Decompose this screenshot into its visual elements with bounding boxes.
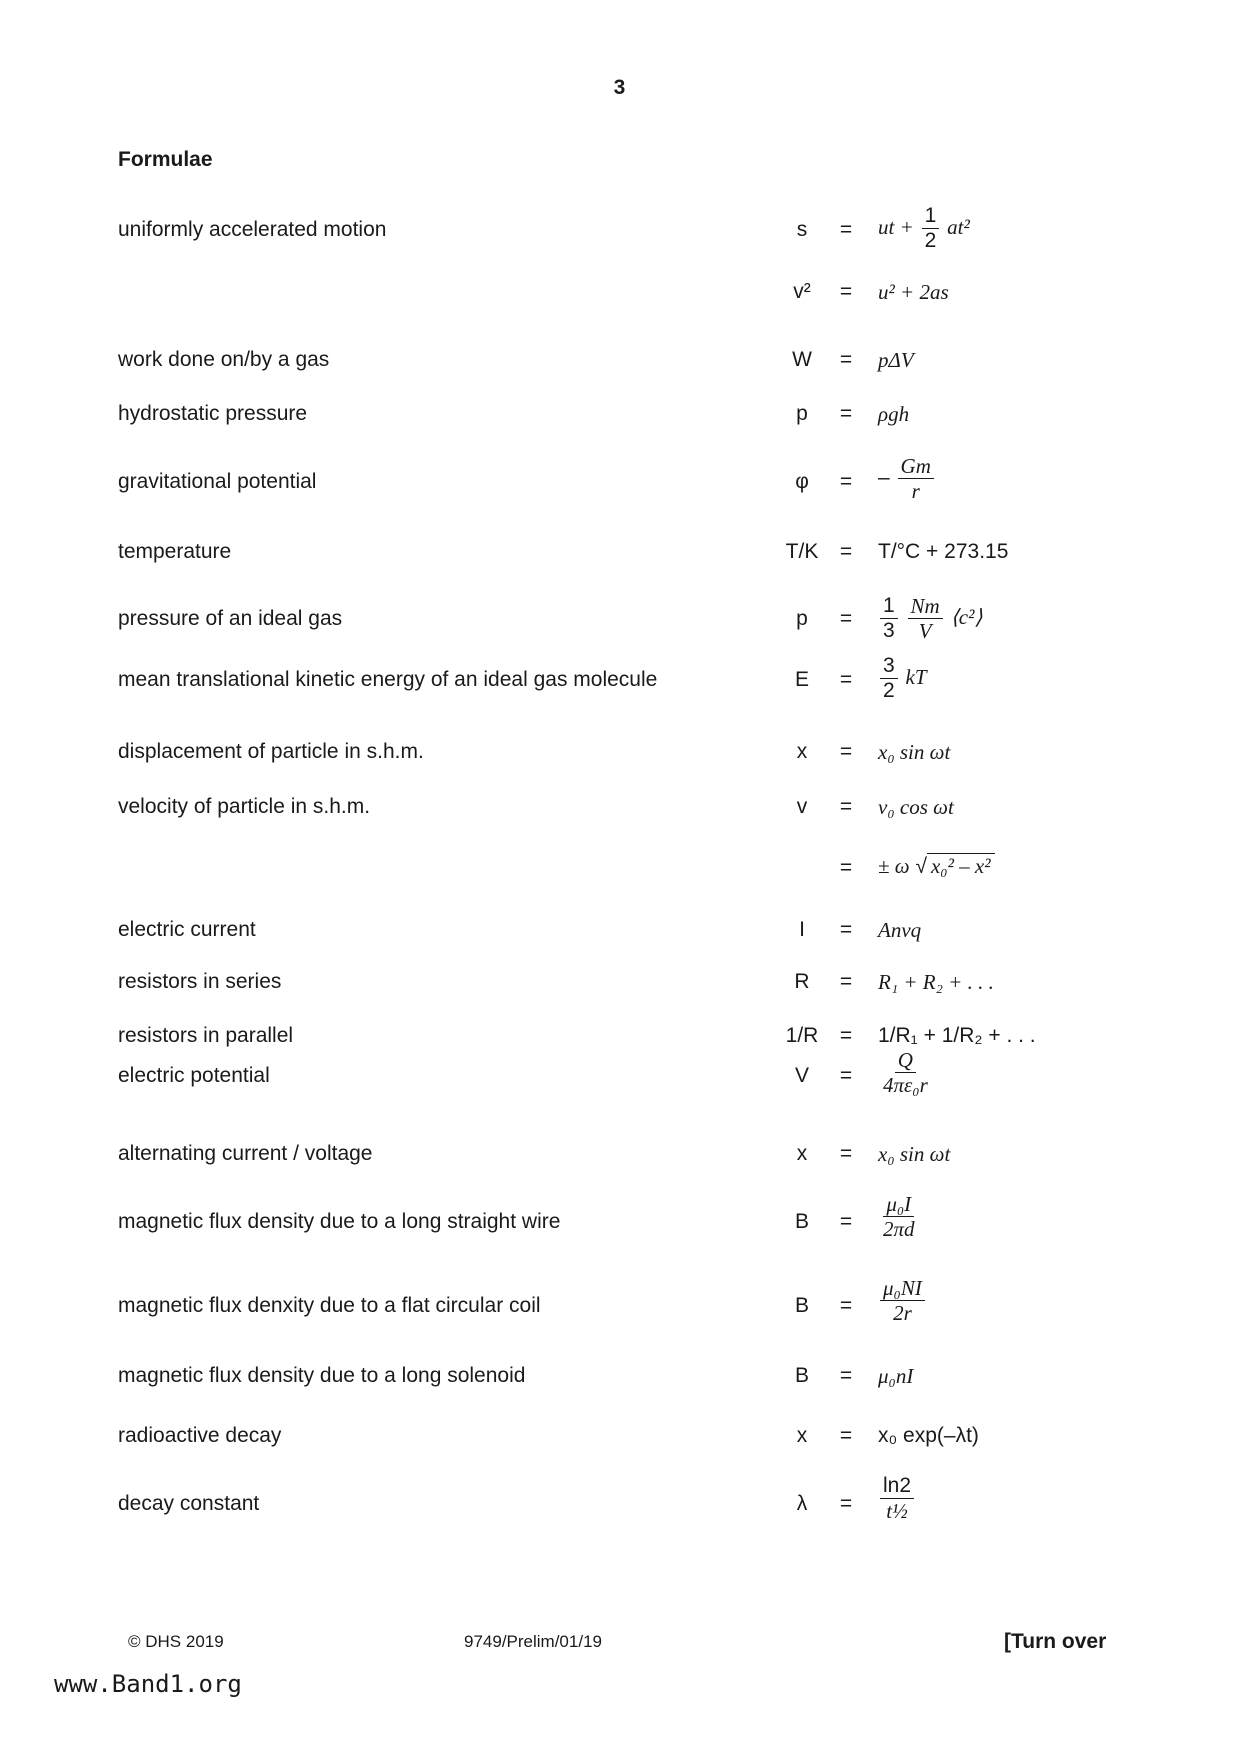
formula-expression: 1/R₁ + 1/R₂ + . . . [878,1024,1036,1047]
formula-expression: x₀ sin ωt [878,1142,951,1166]
formula-symbol: B [794,1364,809,1387]
formula-symbol: T/K [785,540,819,563]
formula-expression: v₀ cos ωt [878,795,954,819]
formula-symbol: v² [793,280,811,303]
formula-label: radioactive decay [118,1424,282,1447]
formula-label: magnetic flux denxity due to a flat circular coil [118,1294,541,1317]
formula-label: electric current [118,918,256,941]
formula-expression: ρgh [878,402,910,426]
formula-symbol: I [799,918,805,941]
formula-label: resistors in parallel [118,1024,294,1047]
watermark: www.Band1.org [54,1670,242,1698]
page-number: 3 [613,76,626,99]
equals-sign: = [839,218,853,241]
formula-label: magnetic flux density due to a long straight wire [118,1210,561,1233]
formula-symbol: x [796,740,808,763]
formula-expression: pΔV [878,348,914,372]
formula-expression: ut + $\frac{1}{2}$ at² [878,204,970,253]
equals-sign: = [839,970,853,993]
formula-label: uniformly accelerated motion [118,218,387,241]
formula-label: alternating current / voltage [118,1142,373,1165]
formula-symbol: x [796,1424,808,1447]
formula-label: gravitational potential [118,470,317,493]
formula-symbol: s [796,218,808,241]
equals-sign: = [839,402,853,425]
footer-paper-code: 9749/Prelim/01/19 [464,1632,602,1651]
formula-expression: ± ω √ x₀² – x² [878,854,995,879]
formula-label: work done on/by a gas [118,348,330,371]
formula-symbol: φ [795,470,809,493]
formula-label: decay constant [118,1492,260,1515]
formula-symbol: W [792,348,812,371]
formula-label: hydrostatic pressure [118,402,308,425]
equals-sign: = [839,1294,853,1317]
formula-expression: $\frac{\ln 2}{\text{t½}}$ [878,1474,916,1523]
formula-symbol: p [796,607,808,630]
footer-turn-over: [Turn over [1004,1630,1107,1653]
equals-sign: = [839,540,853,563]
formula-expression: μ₀nI [878,1364,914,1388]
formula-expression: $\frac{3}{2}$ kT [878,654,927,703]
formula-expression: u² + 2as [878,280,949,304]
equals-sign: = [839,1492,853,1515]
page-heading: Formulae [118,148,213,171]
formula-label: magnetic flux density due to a long solenoid [118,1364,526,1387]
equals-sign: = [839,1064,853,1087]
equals-sign: = [839,607,853,630]
formula-expression: x₀ sin ωt [878,740,951,764]
formula-expression: R₁ + R₂ + . . . [878,970,994,994]
formula-expression: Anvq [878,918,922,942]
formula-symbol: x [796,1142,808,1165]
equals-sign: = [839,348,853,371]
equals-sign: = [839,1424,853,1447]
equals-sign: = [839,1364,853,1387]
formula-label: temperature [118,540,232,563]
equals-sign: = [839,740,853,763]
formula-symbol: V [794,1064,809,1087]
formula-expression: x₀ exp(–λt) [878,1424,979,1447]
footer-copyright: © DHS 2019 [128,1632,224,1651]
equals-sign: = [839,1142,853,1165]
formula-symbol: B [794,1294,809,1317]
formula-label: mean translational kinetic energy of an ideal gas molecule [118,668,658,691]
formula-expression: $\frac{Q}{\text{4πε₀r}}$ [883,1048,928,1098]
equals-sign: = [839,795,853,818]
formula-label: resistors in series [118,970,282,993]
equals-sign: = [839,1024,853,1047]
equals-sign: = [839,856,853,879]
equals-sign: = [839,668,853,691]
formula-symbol: B [794,1210,809,1233]
formula-label: pressure of an ideal gas [118,607,343,630]
formula-symbol: p [796,402,808,425]
equals-sign: = [839,280,853,303]
formula-expression: $\frac{1}{3}$ $\frac{Nm}{V}$ ⟨c²⟩ [878,594,983,643]
formula-symbol: R [794,970,810,993]
formula-expression: $\frac{\text{μ₀I}}{2\pi d}$ [883,1192,915,1242]
formula-expression: $\frac{\text{μ₀NI}}{2r}$ [878,1276,927,1325]
formula-label: electric potential [118,1064,270,1087]
formula-label: displacement of particle in s.h.m. [118,740,424,763]
formula-expression: T/°C + 273.15 [878,540,1009,563]
formula-symbol: E [794,668,809,691]
equals-sign: = [839,470,853,493]
formula-symbol: v [796,795,808,818]
equals-sign: = [839,1210,853,1233]
formula-label: velocity of particle in s.h.m. [118,795,371,818]
formula-expression: – $\frac{Gm}{r}$ [878,454,936,503]
formula-symbol: λ [796,1492,808,1515]
formula-symbol: 1/R [785,1024,819,1047]
equals-sign: = [839,918,853,941]
